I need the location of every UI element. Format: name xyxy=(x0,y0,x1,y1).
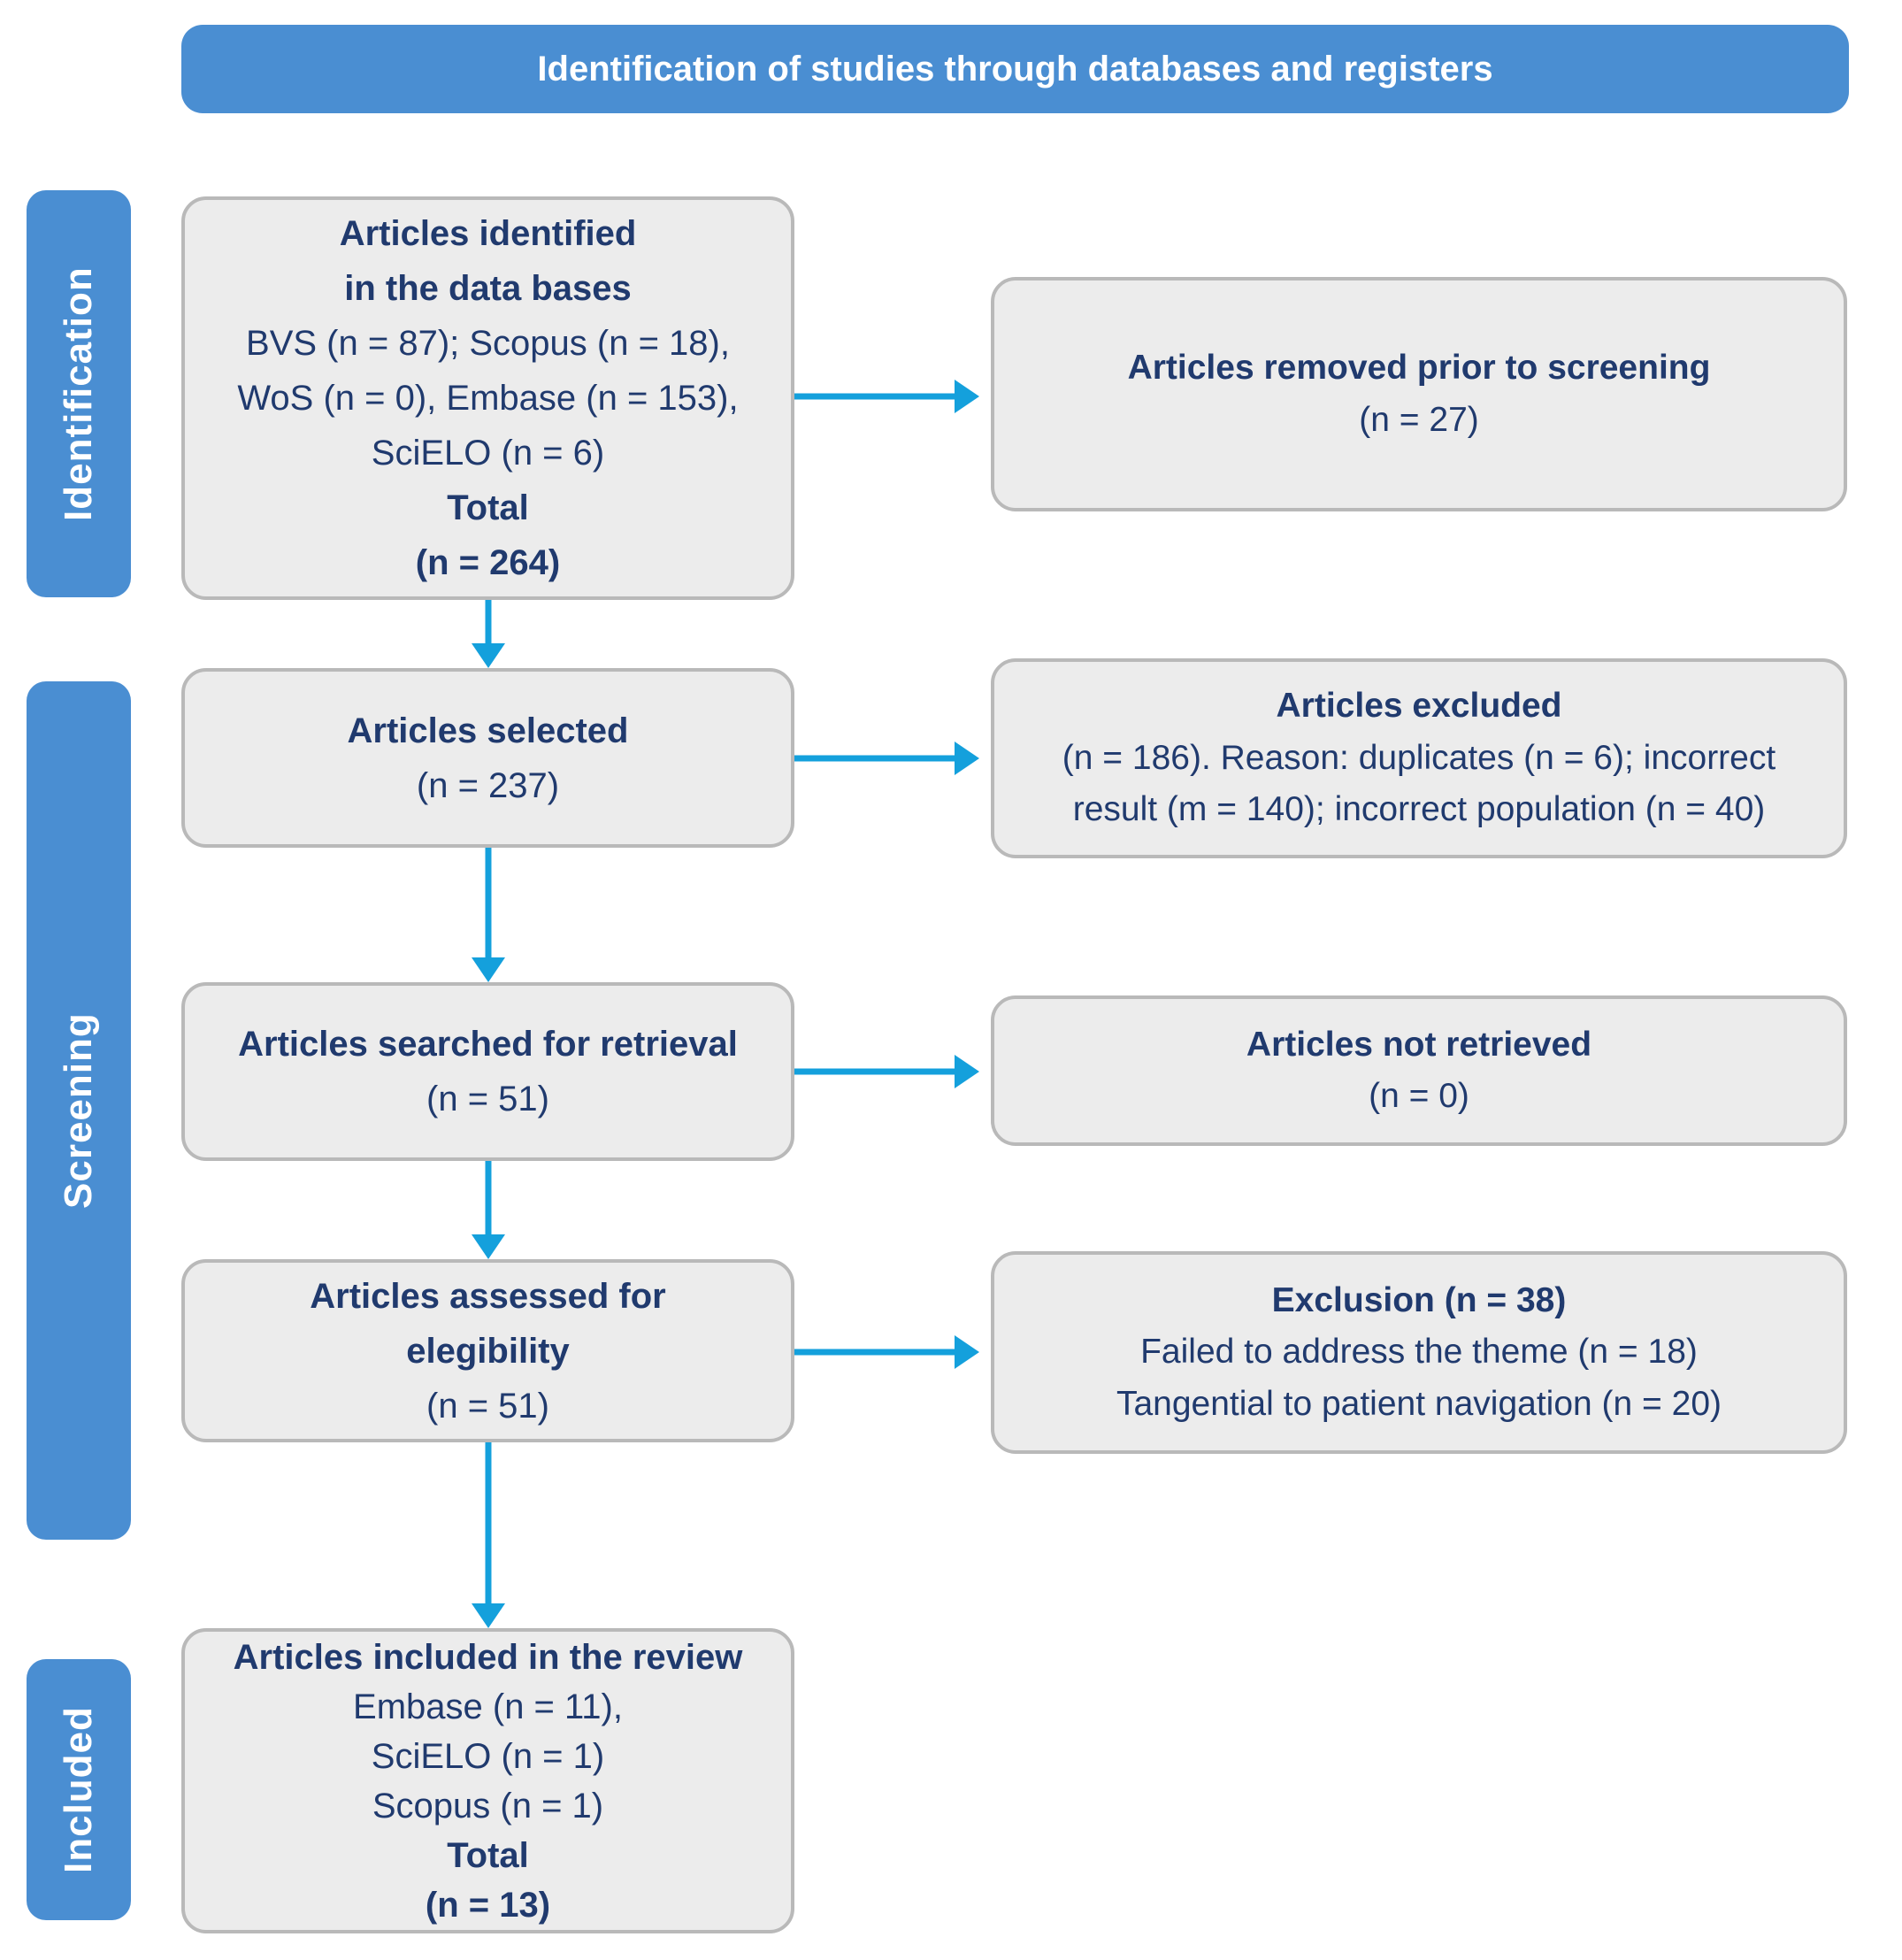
arrow-stem xyxy=(486,1442,492,1605)
arrow-down-icon xyxy=(472,1442,505,1628)
box-title-line: Exclusion (n = 38) xyxy=(1271,1280,1567,1319)
arrow-stem xyxy=(486,600,492,645)
box-articles-searched xyxy=(181,982,794,1161)
box-articles-included xyxy=(181,1628,794,1933)
stage-label-identification xyxy=(27,190,131,597)
box-title-line: Articles searched for retrieval xyxy=(238,1025,738,1064)
box-text-line: Failed to address the theme (n = 18) xyxy=(1140,1333,1698,1372)
box-title-line: Articles not retrieved xyxy=(1246,1025,1592,1064)
arrow-head xyxy=(472,1234,505,1259)
arrow-stem xyxy=(794,1069,958,1075)
box-total-label: Total xyxy=(447,488,529,527)
box-articles-selected xyxy=(181,668,794,848)
box-title-line: Articles excluded xyxy=(1276,687,1562,726)
arrow-head xyxy=(955,742,979,775)
arrow-head xyxy=(955,1335,979,1369)
box-title-line: Articles assessed for xyxy=(310,1276,666,1316)
box-text-line: Tangential to patient navigation (n = 20) xyxy=(1116,1384,1722,1423)
arrow-right-icon xyxy=(794,742,979,775)
arrow-head xyxy=(955,380,979,413)
box-text-line: SciELO (n = 6) xyxy=(371,434,605,473)
box-total-value: (n = 264) xyxy=(415,543,561,582)
arrow-right-icon xyxy=(794,1055,979,1088)
stage-label-text: Identification xyxy=(57,266,100,521)
arrow-right-icon xyxy=(794,380,979,413)
header-banner xyxy=(181,25,1849,113)
arrow-right-icon xyxy=(794,1335,979,1369)
box-articles-identified xyxy=(181,196,794,600)
box-text-line: WoS (n = 0), Embase (n = 153), xyxy=(237,379,739,418)
box-title-line: Articles included in the review xyxy=(233,1637,743,1677)
box-title-line: Articles identified xyxy=(339,214,637,253)
arrow-head xyxy=(472,1603,505,1628)
box-articles-assessed xyxy=(181,1259,794,1442)
box-text-line: result (m = 140); incorrect population (n = 40) xyxy=(1072,790,1766,829)
box-articles-removed xyxy=(991,277,1847,511)
box-articles-excluded xyxy=(991,658,1847,858)
box-text-line: Embase (n = 11), xyxy=(353,1687,623,1726)
box-value: (n = 51) xyxy=(426,1080,549,1118)
arrow-down-icon xyxy=(472,848,505,982)
box-title-line: in the data bases xyxy=(344,269,632,308)
stage-label-text: Included xyxy=(57,1706,100,1873)
arrow-down-icon xyxy=(472,600,505,668)
box-text-line: BVS (n = 87); Scopus (n = 18), xyxy=(246,324,730,363)
arrow-stem xyxy=(794,756,958,762)
arrow-stem xyxy=(486,1161,492,1236)
header-title: Identification of studies through databases and registers xyxy=(537,49,1493,88)
box-text-line: (n = 186). Reason: duplicates (n = 6); incorrect xyxy=(1062,738,1776,777)
box-text-line: Scopus (n = 1) xyxy=(372,1786,604,1825)
box-title-line: elegibility xyxy=(406,1331,570,1371)
arrow-stem xyxy=(794,1349,958,1356)
box-title-line: Articles selected xyxy=(347,711,629,750)
box-text-line: SciELO (n = 1) xyxy=(371,1736,605,1776)
arrow-head xyxy=(472,643,505,668)
box-articles-not-retrieved xyxy=(991,995,1847,1146)
stage-label-screening xyxy=(27,681,131,1540)
box-title-line: Articles removed prior to screening xyxy=(1127,349,1711,387)
arrow-stem xyxy=(794,394,958,400)
arrow-down-icon xyxy=(472,1161,505,1259)
stage-label-included xyxy=(27,1659,131,1920)
box-value: (n = 51) xyxy=(426,1386,549,1426)
arrow-stem xyxy=(486,848,492,959)
box-value: (n = 27) xyxy=(1359,400,1479,439)
box-value: (n = 0) xyxy=(1369,1077,1469,1115)
stage-label-text: Screening xyxy=(57,1012,100,1209)
arrow-head xyxy=(472,957,505,982)
box-exclusion xyxy=(991,1251,1847,1454)
arrow-head xyxy=(955,1055,979,1088)
box-total-label: Total xyxy=(447,1835,529,1875)
box-value: (n = 237) xyxy=(416,765,560,805)
box-total-value: (n = 13) xyxy=(425,1885,551,1925)
